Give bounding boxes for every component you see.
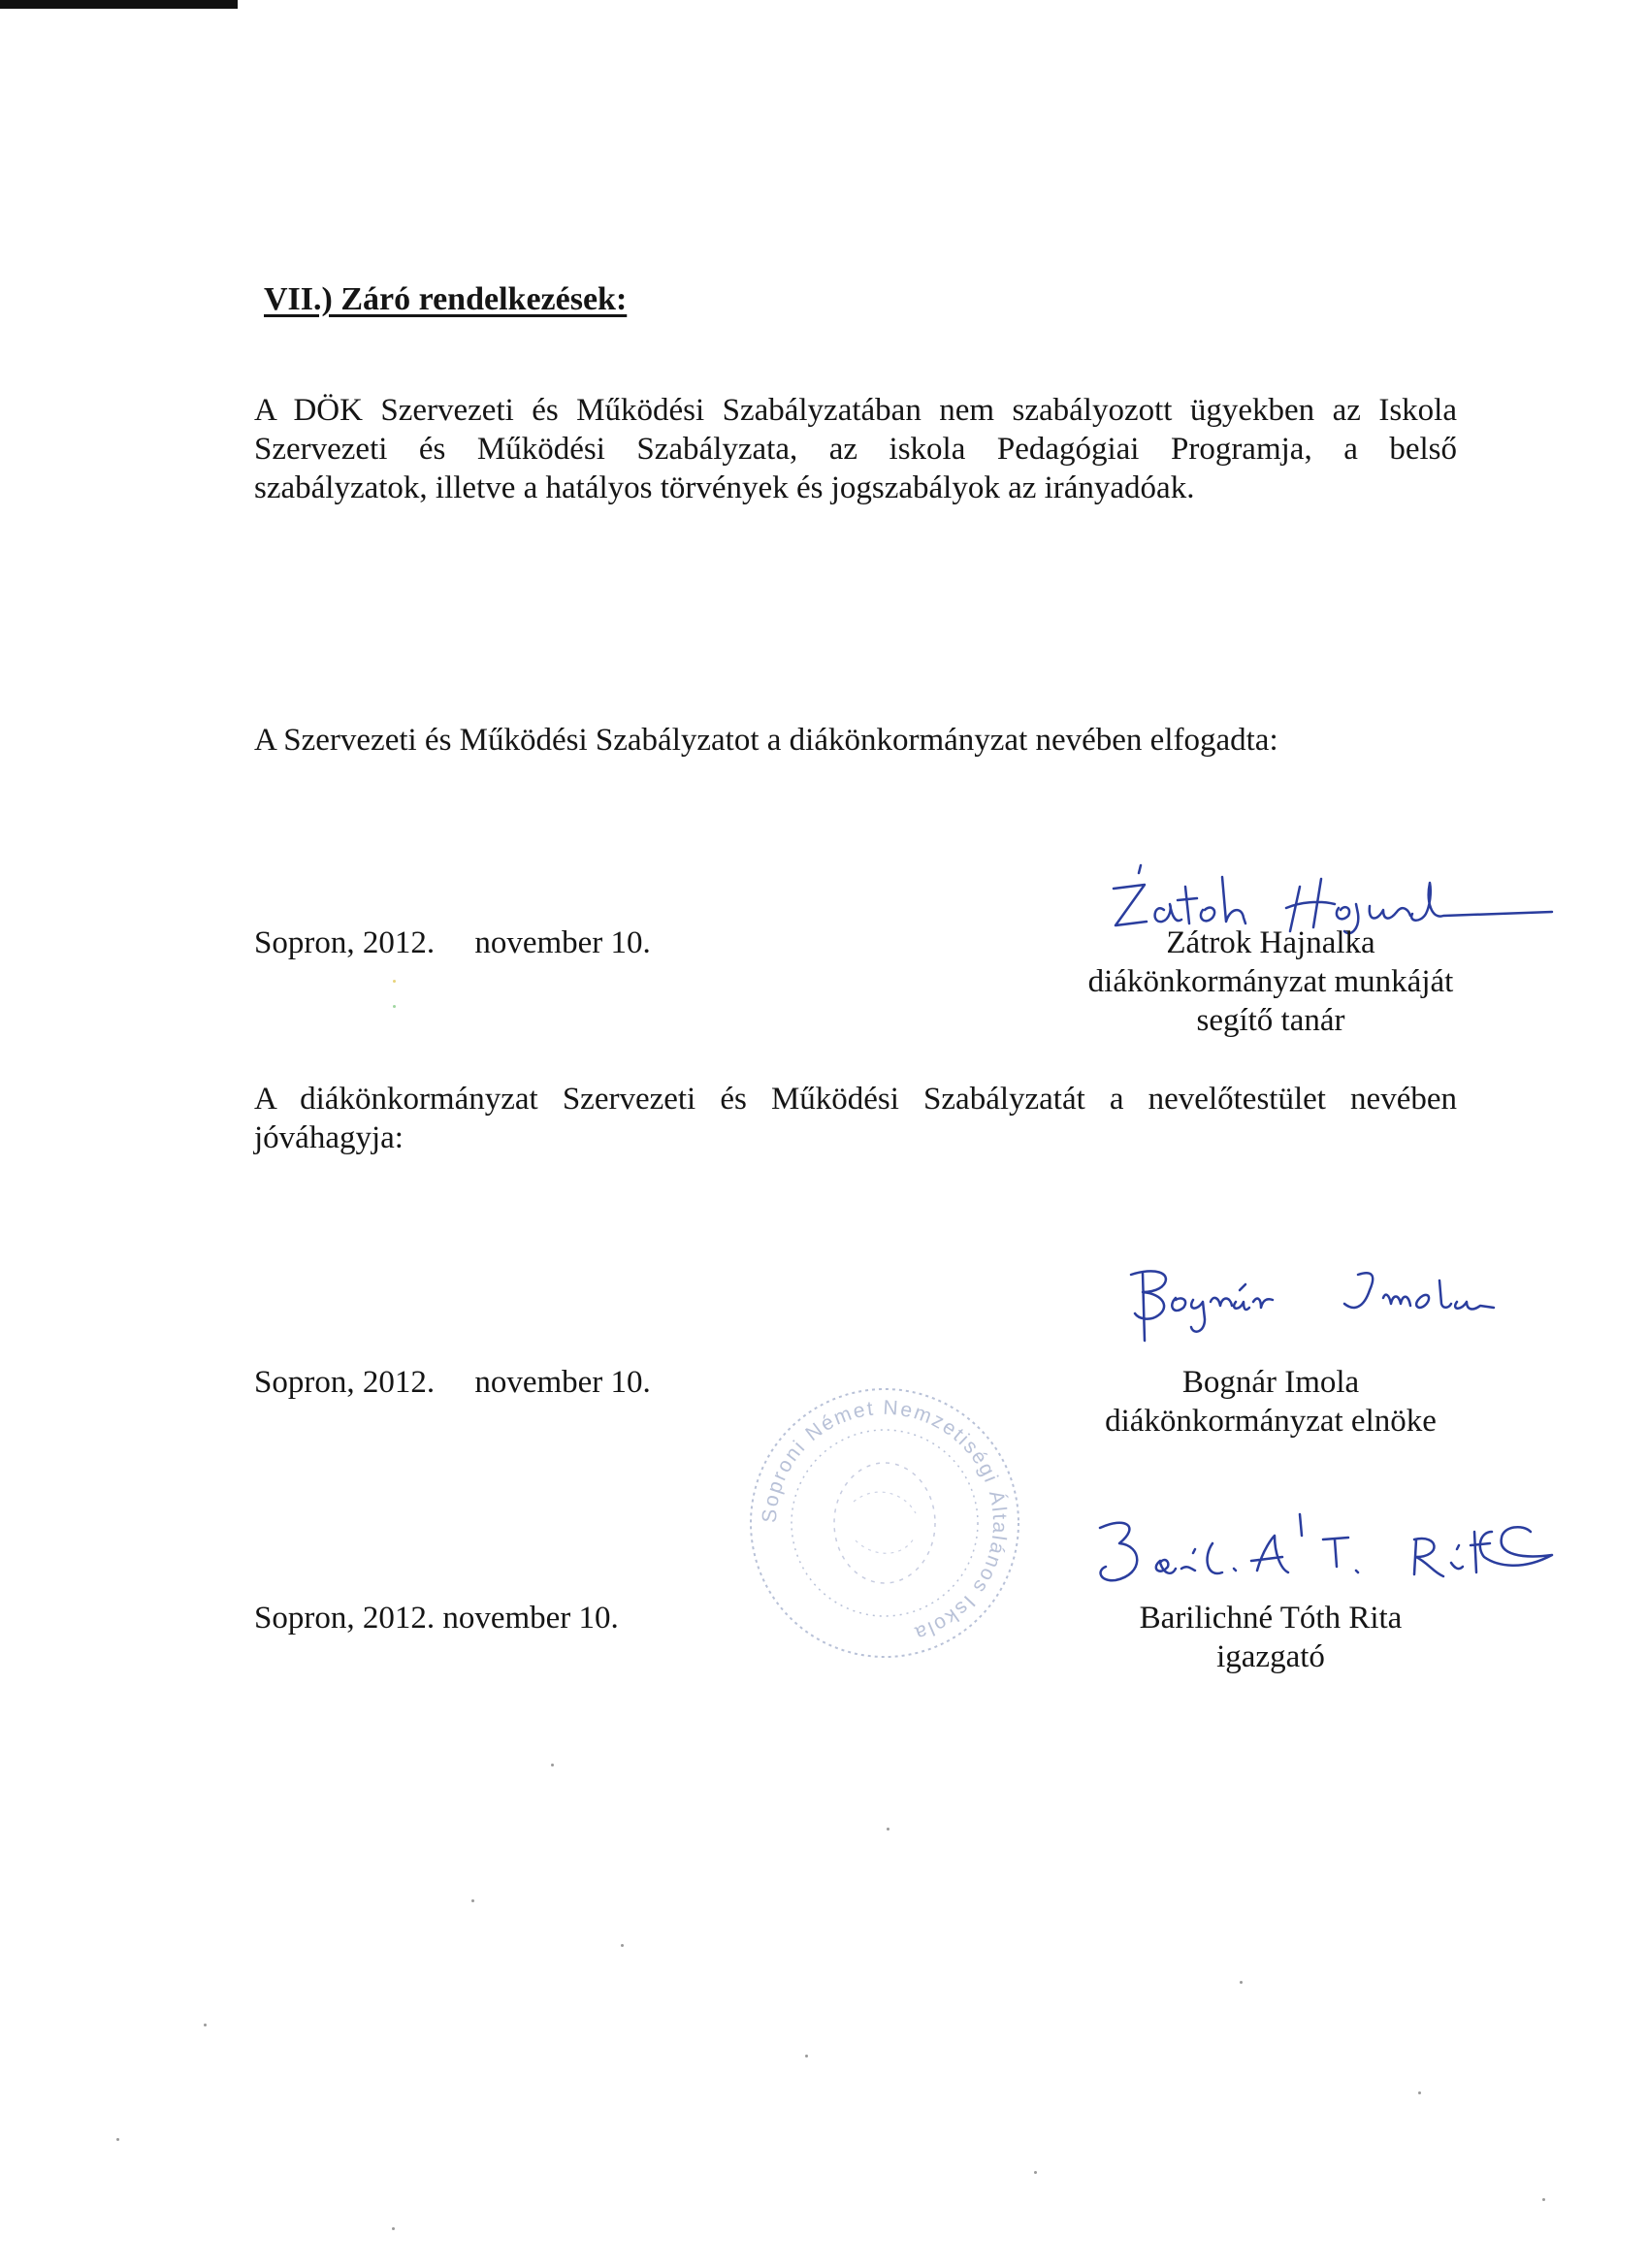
paragraph-line: A DÖK Szervezeti és Működési Szabályzatában nem szabályozott ügyekben az Iskola — [254, 393, 1457, 428]
paragraph-line: szabályzatok, illetve a hatályos törvények és jogszabályok az irányadóak. — [254, 470, 1195, 505]
signatory-name: Zátrok Hajnalka — [1166, 925, 1375, 960]
place-date: Sopron, 2012. november 10. — [254, 1365, 651, 1400]
signature-bognar-imola — [1116, 1251, 1523, 1348]
stamp-text: Soproni Német Nemzetiségi Általános Iskola — [758, 1396, 1012, 1645]
signatory-role: igazgató — [1216, 1639, 1325, 1674]
signatory-block-president — [1028, 1363, 1513, 1441]
signatory-role: segítő tanár — [1196, 1003, 1345, 1038]
school-stamp-seal — [739, 1377, 1030, 1669]
signatory-role: diákönkormányzat elnöke — [1105, 1404, 1437, 1439]
paragraph-governing-rules — [254, 391, 1457, 507]
paragraph-approval — [254, 1080, 1457, 1157]
signatory-role: diákönkormányzat munkáját — [1087, 964, 1454, 999]
place-date: Sopron, 2012. november 10. — [254, 925, 651, 960]
signatory-name: Barilichné Tóth Rita — [1139, 1601, 1403, 1636]
signatory-block-teacher — [1028, 923, 1513, 1040]
paragraph-line: A diákönkormányzat Szervezeti és Működési Szabályzatát a nevelőtestület nevében — [254, 1082, 1457, 1117]
paragraph-adoption: A Szervezeti és Működési Szabályzatot a diákönkormányzat nevében elfogadta: — [254, 723, 1278, 758]
signatory-name: Bognár Imola — [1181, 1365, 1360, 1400]
paragraph-line: jóváhagyja: — [254, 1120, 404, 1155]
section-heading: VII.) Záró rendelkezések: — [264, 281, 628, 317]
signatory-block-principal — [1028, 1599, 1513, 1676]
place-date: Sopron, 2012. november 10. — [254, 1601, 619, 1636]
scan-edge-mark — [0, 0, 238, 9]
paragraph-line: Szervezeti és Működési Szabályzata, az iskola Pedagógiai Programja, a belső — [254, 432, 1457, 467]
signature-barilichne-toth-rita — [1067, 1499, 1571, 1605]
